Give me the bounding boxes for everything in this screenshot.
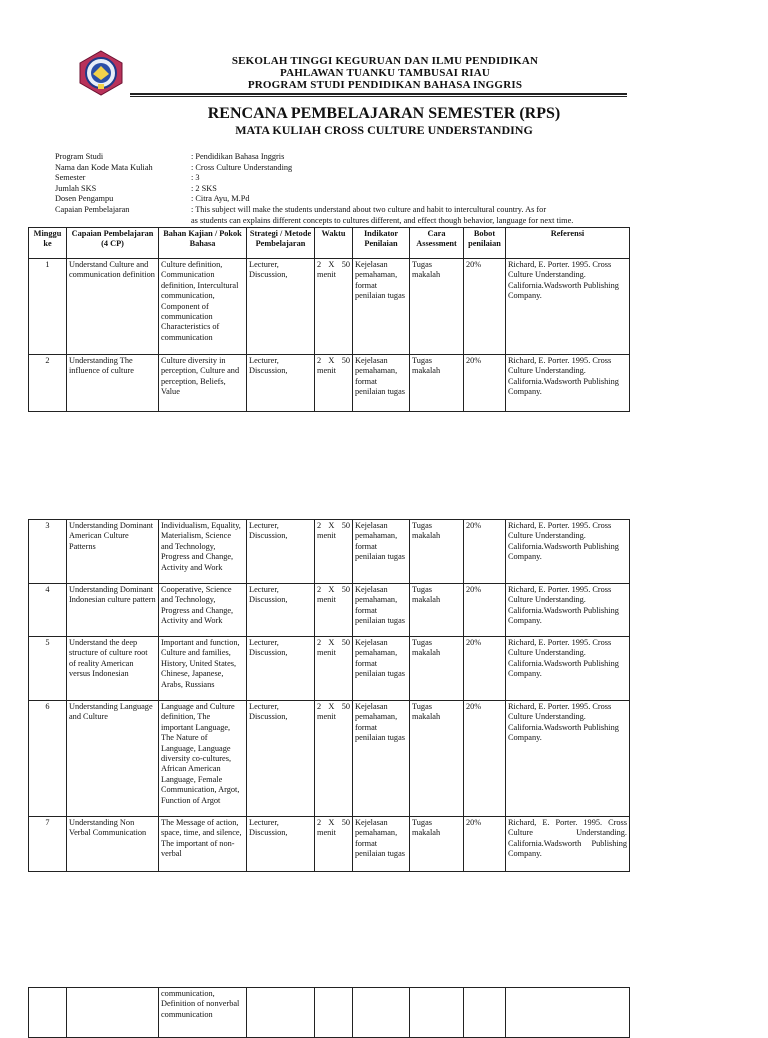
course-info <box>55 152 621 215</box>
info-row: Capaian Pembelajaran : This subject will make the students understand about two culture and habit to intercultural country. As for <box>55 204 547 214</box>
header-cell: Bobot penilaian <box>464 228 506 259</box>
info-row: Nama dan Kode Mata Kuliah : Cross Culture Understanding <box>55 162 293 172</box>
header-rule-thin <box>130 96 627 97</box>
header-cell: Capaian Pembelajaran (4 CP) <box>67 228 159 259</box>
table-row: 6 Understanding Language and Culture Language and Culture definition, The important Language, The Nature of Language, Language diversity co-cultures, African American Language, Female Communication, Argot, Function of Argot Lecturer, Discussion, 2 X 50 menit Kejelasan pemahaman, format penilaian tugas Tugas makalah 20% Richard, E. Porter. 1995. Cross Culture Understanding. California.Wadsworth Publishing Company. <box>29 701 630 817</box>
header-cell: Bahan Kajian / Pokok Bahasa <box>159 228 247 259</box>
institution-name: SEKOLAH TINGGI KEGURUAN DAN ILMU PENDIDIKAN <box>231 55 539 67</box>
continued-bahan-cell: communication, Definition of nonverbal communication <box>159 988 247 1038</box>
info-row: Semester : 3 <box>55 173 200 182</box>
info-row: Program Studi : Pendidikan Bahasa Inggris <box>55 152 285 161</box>
info-row: Dosen Pengampu : Citra Ayu, M.Pd <box>55 194 250 203</box>
table-row: 4 Understanding Dominant Indonesian culture pattern Cooperative, Science and Technology, Progress and Change, Activity and Work Lecturer, Discussion, 2 X 50 menit Kejelasan pemahaman, format penilaian tugas Tugas makalah 20% Richard, E. Porter. 1995. Cross Culture Understanding. California.Wadsworth Publishing Company. <box>29 584 630 637</box>
institution-subname: PAHLAWAN TUANKU TAMBUSAI RIAU <box>279 67 491 79</box>
university-seal-icon <box>78 50 124 96</box>
document-subtitle: MATA KULIAH CROSS CULTURE UNDERSTANDING <box>235 123 533 137</box>
table-header-row <box>29 228 630 259</box>
header-rule-thick <box>130 93 627 95</box>
header-cell: Strategi / Metode Pembelajaran <box>247 228 315 259</box>
info-row: Jumlah SKS : 2 SKS <box>55 183 217 193</box>
study-program: PROGRAM STUDI PENDIDIKAN BAHASA INGGRIS <box>247 79 523 91</box>
header-cell: Cara Assessment <box>410 228 464 259</box>
header-cell: Minggu ke <box>29 228 67 259</box>
table-row: 1 Understand Culture and communication definition Culture definition, Communication definition, Intercultural communication, Component of communication Characteristics of communication Lecturer, Discussion, 2 X 50 menit Kejelasan pemahaman, format penilaian tugas Tugas makalah 20% Richard, E. Porter. 1995. Cross Culture Understanding. California.Wadsworth Publishing Company. <box>29 259 630 355</box>
learning-outcome-continuation: as students can explains different concepts to cultures different, and effect though behavior, language for next time. <box>191 216 574 225</box>
header-cell: Referensi <box>506 228 630 259</box>
rps-table-page3 <box>28 987 630 1038</box>
header-cell: Indikator Penilaian <box>353 228 410 259</box>
table-row: 3 Understanding Dominant American Culture Patterns Individualism, Equality, Materialism, Science and Technology, Progress and Change, Activity and Work Lecturer, Discussion, 2 X 50 menit Kejelasan pemahaman, format penilaian tugas Tugas makalah 20% Richard, E. Porter. 1995. Cross Culture Understanding. California.Wadsworth Publishing Company. <box>29 520 630 584</box>
institution-logo <box>78 50 124 96</box>
table-row: 5 Understand the deep structure of culture root of reality American versus Indonesian Important and function, Culture and families, History, United States, Chinese, Japanese, Arabs, Russians Lecturer, Discussion, 2 X 50 menit Kejelasan pemahaman, format penilaian tugas Tugas makalah 20% Richard, E. Porter. 1995. Cross Culture Understanding. California.Wadsworth Publishing Company. <box>29 637 630 701</box>
rps-table-page1 <box>28 227 630 412</box>
table-row <box>29 988 630 1038</box>
table-row: 7 Understanding Non Verbal Communication The Message of action, space, time, and silence, The important of non-verbal Lecturer, Discussion, 2 X 50 menit Kejelasan pemahaman, format penilaian tugas Tugas makalah 20% Richard, E. Porter. 1995. Cross Culture Understanding. California.Wadsworth Publishing Company. <box>29 817 630 872</box>
document-title: RENCANA PEMBELAJARAN SEMESTER (RPS) <box>207 105 561 122</box>
header-cell: Waktu <box>315 228 353 259</box>
rps-table-page2 <box>28 519 630 872</box>
table-row: 2 Understanding The influence of culture Culture diversity in perception, Culture and perception, Beliefs, Value Lecturer, Discussion, 2 X 50 menit Kejelasan pemahaman, format penilaian tugas Tugas makalah 20% Richard, E. Porter. 1995. Cross Culture Understanding. California.Wadsworth Publishing Company. <box>29 355 630 412</box>
